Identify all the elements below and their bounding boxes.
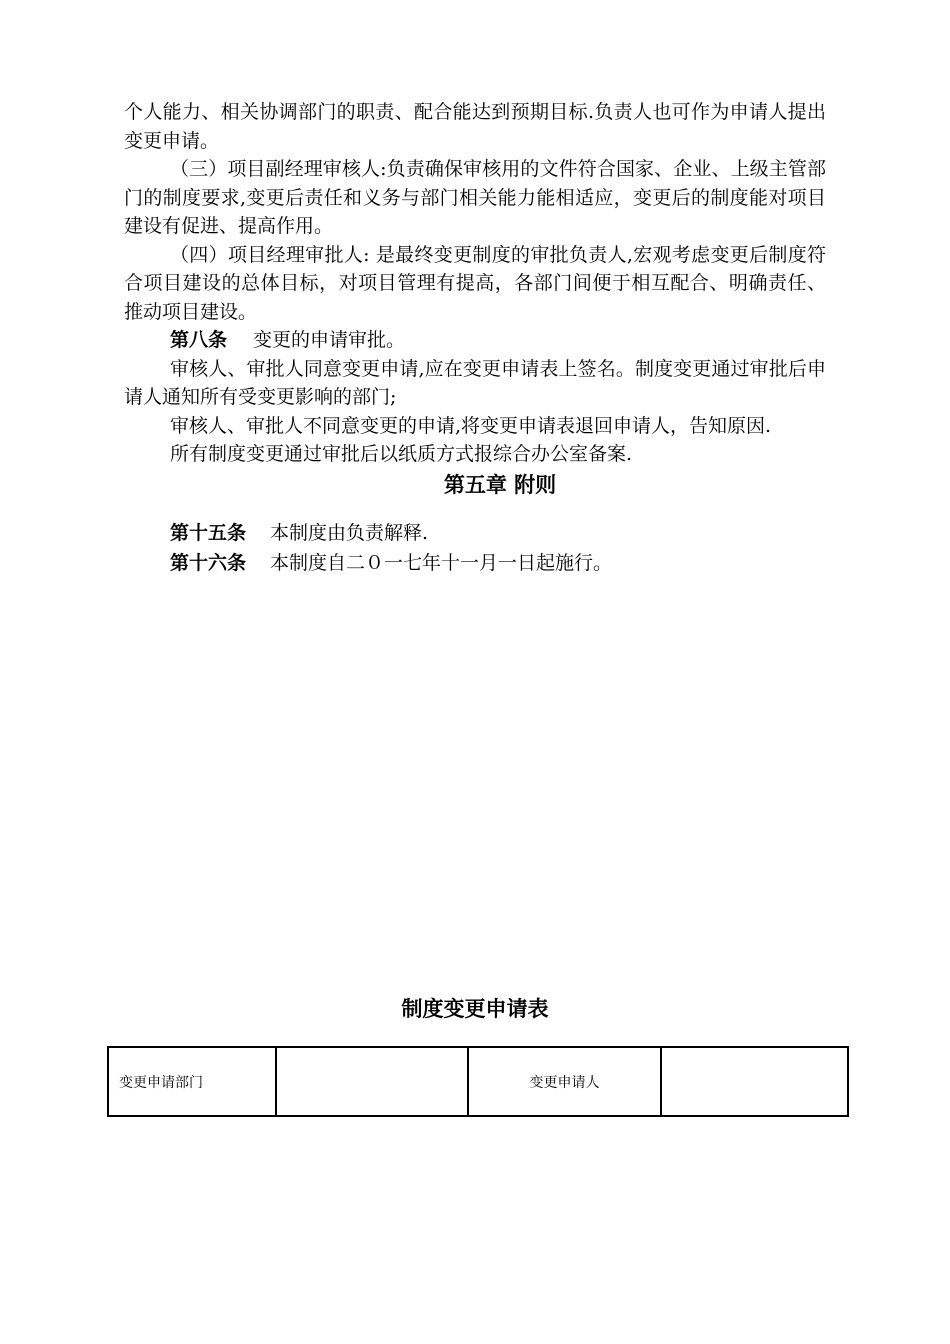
applicant-label-cell: 变更申请人 xyxy=(468,1047,661,1116)
article-15-label: 第十五条 xyxy=(170,522,247,544)
article-15 xyxy=(170,518,830,548)
article-15-text: 本制度由负责解释. xyxy=(270,522,429,544)
dept-value-cell[interactable] xyxy=(276,1047,468,1116)
article-8-text: 变更的申请审批。 xyxy=(253,329,406,351)
article-16 xyxy=(170,548,830,578)
dept-label-cell: 变更申请部门 xyxy=(108,1047,276,1116)
paragraph-responsible-person: 个人能力、相关协调部门的职责、配合能达到预期目标.负责人也可作为申请人提出变更申请。 xyxy=(124,101,826,152)
paragraph-filing: 所有制度变更通过审批后以纸质方式报综合办公室备案. xyxy=(170,443,633,465)
paragraph-project-manager-approver: （四）项目经理审批人: 是最终变更制度的审批负责人,宏观考虑变更后制度符合项目建设的总体目标，对项目管理有提高，各部门间便于相互配合、明确责任、推动项目建设。 xyxy=(124,243,826,323)
article-16-text: 本制度自二０一七年十一月一日起施行。 xyxy=(270,552,613,574)
regulation-body xyxy=(124,98,826,469)
change-request-form-table xyxy=(107,1046,849,1117)
supplementary-provisions xyxy=(170,518,830,578)
paragraph-deputy-manager-reviewer: （三）项目副经理审核人:负责确保审核用的文件符合国家、企业、上级主管部门的制度要求,变更后责任和义务与部门相关能力能相适应，变更后的制度能对项目建设有促进、提高作用。 xyxy=(124,158,826,237)
paragraph-approval-disagree: 审核人、审批人不同意变更的申请,将变更申请表退回申请人，告知原因. xyxy=(170,414,772,437)
form-title: 制度变更申请表 xyxy=(401,996,549,1021)
paragraph-approval-agree: 审核人、审批人同意变更申请,应在变更申请表上签名。制度变更通过审批后申请人通知所有受变更影响的部门; xyxy=(124,357,826,408)
applicant-value-cell[interactable] xyxy=(661,1047,848,1116)
article-8-label: 第八条 xyxy=(170,329,228,351)
chapter-five-heading: 第五章 附则 xyxy=(443,472,557,497)
article-16-label: 第十六条 xyxy=(170,552,247,574)
table-row xyxy=(108,1047,848,1116)
article-8 xyxy=(124,326,826,355)
